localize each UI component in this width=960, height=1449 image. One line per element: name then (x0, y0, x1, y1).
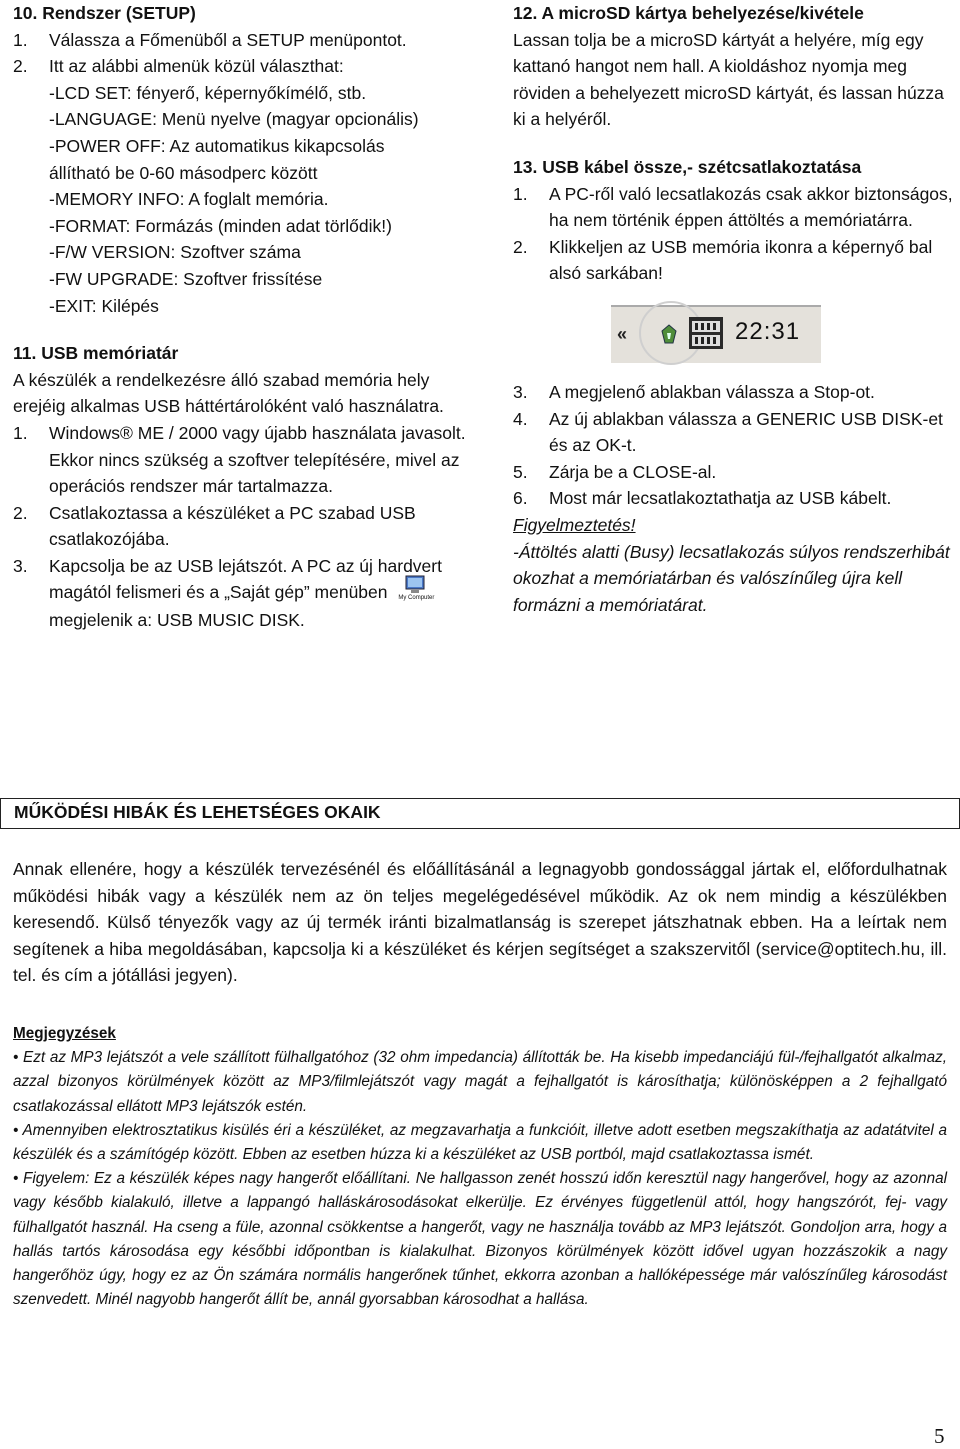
tray-expand-icon: « (617, 323, 628, 344)
submenu-line: állítható be 0-60 másodperc között (49, 162, 318, 183)
usb-safely-remove-icon (659, 323, 679, 345)
warning-text: -Áttöltés alatti (Busy) lecsatlakozás súlyos rendszerhibát okozhat a memóriatárban és valószínűleg újra kell formázni a memóriatárat. (513, 541, 950, 615)
section-10-title: 10. Rendszer (SETUP) (13, 3, 196, 23)
taskbar-tray-screenshot (611, 305, 821, 363)
notes-block (13, 1022, 947, 1312)
submenu-line: -FW UPGRADE: Szoftver frissítése (49, 268, 323, 289)
s10-item-1: 1. Válassza a Főmenüből a SETUP menüpontot. (13, 29, 407, 50)
warning-title: Figyelmeztetés! (513, 514, 636, 535)
my-computer-icon: My Computer (396, 575, 434, 607)
s10-item-2: 2. Itt az alábbi almenük közül választhat: (13, 56, 344, 77)
s13-item-2: 2. Klikkeljen az USB memória ikonra a képernyő bal alsó sarkában! (513, 236, 933, 284)
s13-item-3: 3. A megjelenő ablakban válassza a Stop-ot. (513, 381, 875, 402)
section-11-title: 11. USB memóriatár (13, 343, 179, 364)
note-item: • Ezt az MP3 lejátszót a vele szállított fülhallgatóhoz (32 ohm impedancia) állították be. Ha kisebb impedanciájú fül-/fejhallgatót alkalmaz, azzal bizonyos körülmények között az MP3/filmlejátszót vagy magát a fejhallgatót is károsíthatja; különösképpen a 2 fejhallgató csatlakozással ellátott MP3 lejátszók estén. (13, 1049, 947, 1115)
submenu-line: -MEMORY INFO: A foglalt memória. (49, 189, 329, 210)
s12-text: Lassan tolja be a microSD kártyát a helyére, míg egy kattanó hangot nem hall. A kioldáshoz nyomja meg röviden a behelyezett microSD kártyát, és lassan húzza ki a helyéről. (513, 29, 944, 130)
section-12-title: 12. A microSD kártya behelyezése/kivétele (513, 3, 864, 23)
left-column (13, 0, 473, 633)
section-heading-box (0, 798, 960, 829)
submenu-line: -LANGUAGE: Menü nyelve (magyar opcionális) (49, 109, 419, 130)
submenu-line: -FORMAT: Formázás (minden adat törlődik!) (49, 215, 392, 236)
tray-clock: 22:31 (735, 317, 801, 345)
s11-intro: A készülék a rendelkezésre álló szabad memória hely erejéig alkalmas USB háttértárolóként való használatra. (13, 369, 444, 417)
section-13-title: 13. USB kábel össze,- szétcsatlakoztatása (513, 156, 862, 177)
keyboard-layout-icon (689, 317, 723, 349)
note-item: • Amennyiben elektrosztatikus kisülés éri a készüléket, az megzavarhatja a funkcióit, illetve adott esetben megszakíthatja az adatátvitel a készülék és a számítógép között. Ebben az esetben húzza ki a készüléket az USB portból, majd csatlakoztassa ismét. (13, 1121, 947, 1164)
troubleshooting-paragraph: Annak ellenére, hogy a készülék tervezésénél és előállításánál a legnagyobb gondossággal jártak el, előfordulhatnak működési hibák vagy a készülék nem az ön teljes megelégedésével működik. Az ok nem mindig a készülékben keresendő. Külső tényezők vagy az új termék iránti bizalmatlanság is szerepet játszhatnak ebben. Ha a leírtak nem segítenek a hiba megoldásában, kapcsolja ki a készüléket és kérjen segítséget a szakszervitől (service@optitech.hu, ill. tel. és cím a jótállási jegyen). (13, 859, 947, 986)
s13-item-6: 6. Most már lecsatlakoztathatja az USB kábelt. (513, 488, 892, 509)
page-number: 5 (934, 1424, 945, 1448)
s11-item-2: 2. Csatlakoztassa a készüléket a PC szabad USB csatlakozójába. (13, 502, 416, 550)
setup-submenu-list (13, 80, 473, 319)
s11-item-3: 3. Kapcsolja be az USB lejátszót. A PC az új hardvert magától felismeri és a „Saját gép” menüben My Computer megjelenik a: USB MUSIC DISK. (13, 555, 442, 630)
submenu-line: -POWER OFF: Az automatikus kikapcsolás (49, 135, 385, 156)
submenu-line: -F/W VERSION: Szoftver száma (49, 242, 301, 263)
submenu-line: -LCD SET: fényerő, képernyőkímélő, stb. (49, 82, 367, 103)
s11-item-1: 1. Windows® ME / 2000 vagy újabb használata javasolt. Ekkor nincs szükség a szoftver telepítésére, mivel az operációs rendszer már tartalmazza. (13, 422, 466, 497)
notes-title: Megjegyzések (13, 1025, 116, 1042)
right-column (513, 0, 953, 618)
section-heading: MŰKÖDÉSI HIBÁK ÉS LEHETSÉGES OKAIK (14, 802, 381, 822)
s13-item-4: 4. Az új ablakban válassza a GENERIC USB DISK-et és az OK-t. (513, 408, 943, 456)
note-item: • Figyelem: Ez a készülék képes nagy hangerőt előállítani. Ne hallgasson zenét hosszú időn keresztül nagy hangerővel, hogy az azonnal vagy később kialakuló, illetve a lappangó halláskárosodásokat elkerülje. Ez érvényes függetlenül attól, hogy hangszórót, fej- vagy fülhallgatót használ. Ha cseng a füle, azonnal csökkentse a hangerőt, vagy ne használja tovább az MP3 lejátszót. Gondoljon arra, hogy a hallás tartós károsodása egy későbbi időpontban is kialakulhat. Bizonyos körülmények között idővel ugyan hozzászokik a nagy hangerőhöz úgy, hogy ez az Ön számára normális hangerőnek tűnhet, ekkorra azonban a hallóképessége már valószínűleg károsodást szenvedett. Minél nagyobb hangerőt állít be, annál gyorsabban károsodhat a hallása. (13, 1170, 947, 1309)
s13-item-5: 5. Zárja be a CLOSE-al. (513, 461, 717, 482)
submenu-line: -EXIT: Kilépés (49, 295, 159, 316)
s13-item-1: 1. A PC-ről való lecsatlakozás csak akkor biztonságos, ha nem történik éppen áttöltés a memóriatárra. (513, 183, 953, 231)
